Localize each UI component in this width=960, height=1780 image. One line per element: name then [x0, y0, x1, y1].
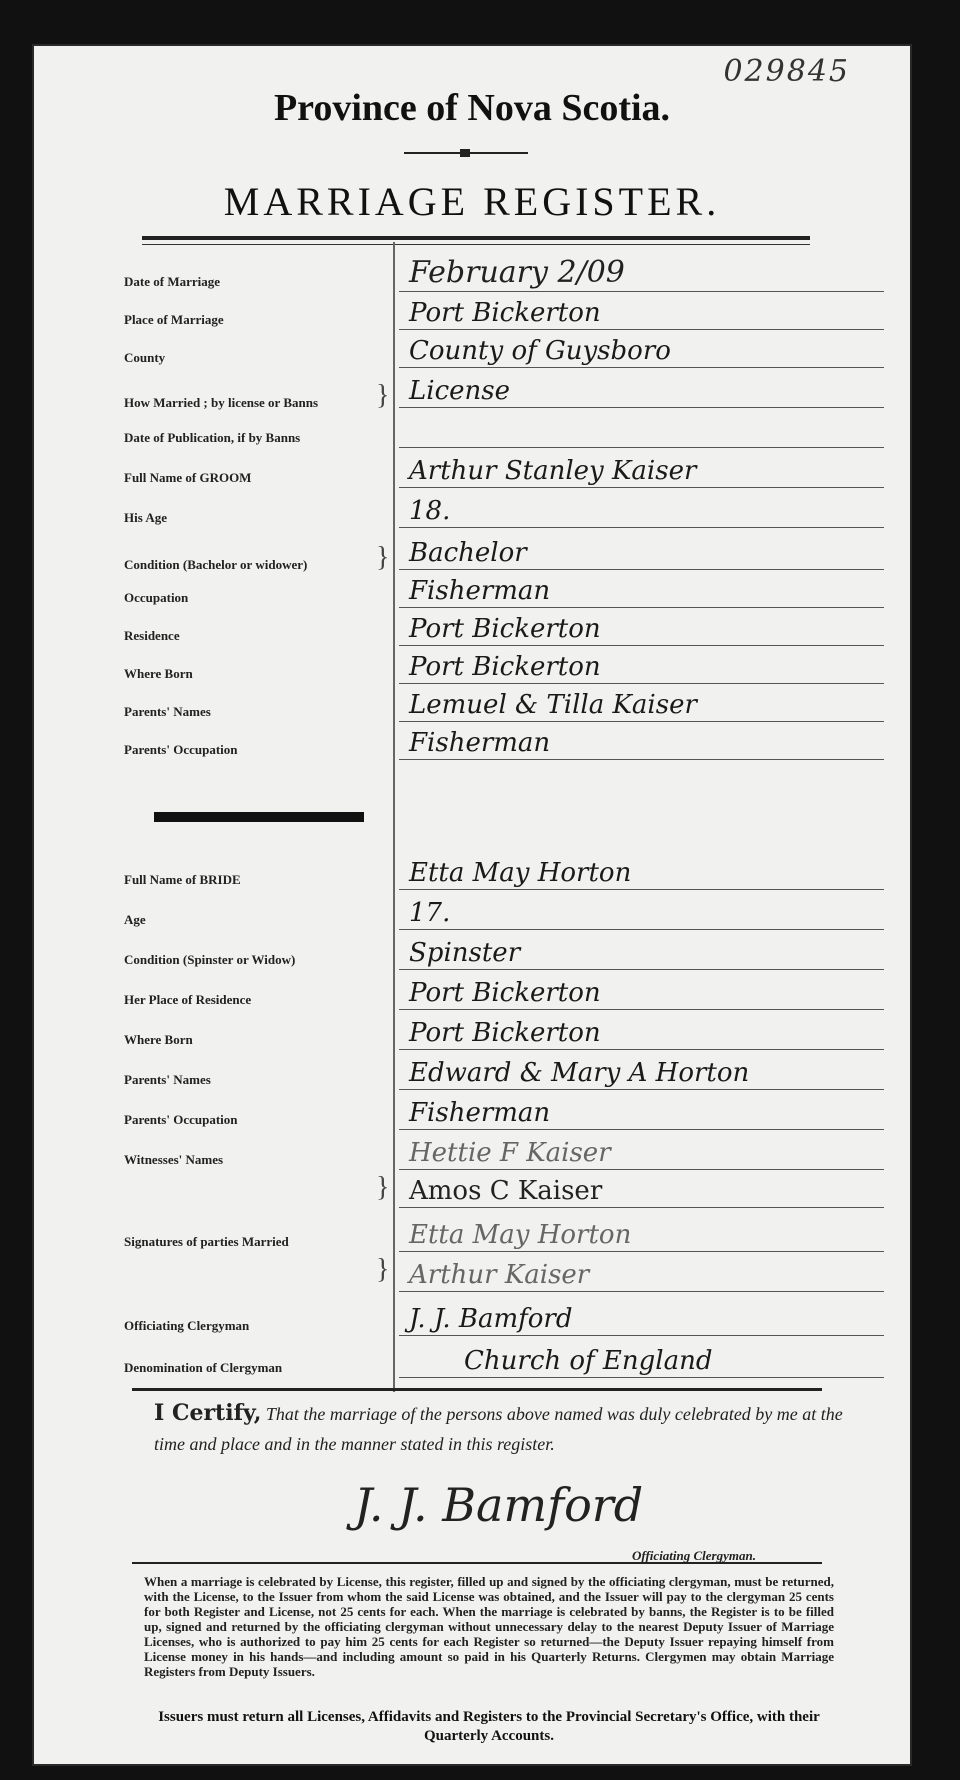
field-value: Port Bickerton	[409, 298, 601, 328]
field-line	[399, 969, 884, 970]
witness-signature: Amos C Kaiser	[409, 1176, 603, 1206]
field-line	[399, 1377, 884, 1378]
field-line	[399, 329, 884, 330]
field-groom-condition	[124, 536, 884, 574]
field-line	[399, 929, 884, 930]
field-witness-2	[124, 1174, 884, 1212]
instructions-text: When a marriage is celebrated by License, this register, filled up and signed by the officiating clergyman, must be returned, with the License, to the Issuer from whom the said License was obtained, and the Issuer will pay to the clergyman 25 cents for both Register and License, not 25 cents for each. When the marriage is celebrated by banns, the Register is to be filled up, signed and returned by the officiating clergyman without unnecessary delay to the nearest Deputy Issuer of Marriage Licenses, who is authorized to pay him 25 cents for each Register so returned—the Deputy Issuer repaying himself from License money in his hands—and including amount so paid in his Quarterly Returns. Clergymen may obtain Marriage Registers from Deputy Issuers.	[144, 1574, 834, 1679]
field-line	[399, 1169, 884, 1170]
field-line	[399, 889, 884, 890]
certify-text: That the marriage of the persons above named was duly celebrated by me at the time and place and in the manner stated in this register.	[154, 1404, 843, 1454]
field-how-married	[124, 374, 884, 412]
field-label: Denomination of Clergyman	[124, 1360, 283, 1375]
field-signature-groom	[124, 1254, 884, 1296]
field-bride-age	[124, 896, 884, 934]
field-groom-name	[124, 454, 884, 492]
field-value: Church of England	[464, 1346, 713, 1376]
field-value: Lemuel & Tilla Kaiser	[409, 690, 697, 720]
field-line	[399, 1291, 884, 1292]
field-date-of-marriage	[124, 255, 884, 296]
field-line	[399, 1207, 884, 1208]
field-line	[399, 1335, 884, 1336]
field-line	[399, 759, 884, 760]
field-label: Date of Marriage	[124, 274, 221, 289]
field-groom-parents	[124, 688, 884, 726]
field-label: His Age	[124, 510, 167, 525]
field-line	[399, 487, 884, 488]
field-label: Condition (Bachelor or widower)	[124, 557, 308, 572]
field-label: Parents' Occupation	[124, 1112, 238, 1127]
field-label: How Married ; by license or Banns	[124, 395, 319, 410]
field-line	[399, 1089, 884, 1090]
field-label: Parents' Occupation	[124, 742, 238, 757]
field-place-of-marriage	[124, 296, 884, 334]
field-line	[399, 645, 884, 646]
ornament-divider	[404, 152, 528, 154]
field-label: Date of Publication, if by Banns	[124, 430, 301, 445]
field-signature-bride	[124, 1218, 884, 1256]
title-rule	[142, 236, 810, 240]
field-value: Etta May Horton	[409, 858, 632, 888]
field-groom-occupation	[124, 574, 884, 612]
field-value: Fisherman	[409, 576, 551, 606]
field-bride-parents-occupation	[124, 1096, 884, 1134]
brace: }	[376, 1254, 390, 1285]
field-groom-residence	[124, 612, 884, 650]
field-line	[399, 607, 884, 608]
province-heading: Province of Nova Scotia.	[273, 87, 671, 129]
field-value: Port Bickerton	[409, 614, 601, 644]
issuers-notice: Issuers must return all Licenses, Affidavits and Registers to the Provincial Secretary's Office, with their Quarterly Accounts.	[158, 1709, 820, 1744]
field-label: Full Name of BRIDE	[124, 872, 241, 887]
field-value: 18.	[409, 496, 451, 526]
brace: }	[376, 1172, 390, 1203]
field-value: Arthur Stanley Kaiser	[409, 456, 697, 486]
field-label: Where Born	[124, 666, 193, 681]
field-value: License	[409, 376, 511, 406]
register-form	[34, 46, 910, 1764]
register-number: 029845	[723, 54, 850, 89]
field-value: J. J. Bamford	[409, 1304, 573, 1334]
field-value: Port Bickerton	[409, 1018, 601, 1048]
bride-signature: Etta May Horton	[409, 1220, 632, 1250]
field-line	[399, 367, 884, 368]
field-bride-condition	[124, 936, 884, 974]
certify-lead: I Certify,	[154, 1400, 262, 1426]
field-county	[124, 334, 884, 372]
field-line	[399, 569, 884, 570]
field-line	[399, 291, 884, 292]
field-line	[399, 1049, 884, 1050]
field-label: Occupation	[124, 590, 189, 605]
field-label: County	[124, 350, 166, 365]
field-label: Condition (Spinster or Widow)	[124, 952, 296, 967]
field-label: Officiating Clergyman	[124, 1318, 250, 1333]
field-bride-birthplace	[124, 1016, 884, 1054]
field-value: Spinster	[409, 938, 521, 968]
witness-signature: Hettie F Kaiser	[409, 1138, 611, 1168]
certify-rule	[132, 1388, 822, 1391]
certification-statement	[154, 1398, 854, 1459]
signature-caption: Officiating Clergyman.	[632, 1548, 756, 1563]
field-value: Bachelor	[409, 538, 527, 568]
title-rule-thin	[142, 244, 810, 245]
field-bride-parents	[124, 1056, 884, 1094]
field-value: County of Guysboro	[409, 336, 671, 366]
field-label: Where Born	[124, 1032, 193, 1047]
field-clergyman	[124, 1302, 884, 1340]
field-witness-1	[124, 1136, 884, 1174]
field-line	[399, 1251, 884, 1252]
field-groom-parents-occupation	[124, 726, 884, 764]
field-line	[399, 407, 884, 408]
form-title: MARRIAGE REGISTER.	[223, 179, 721, 224]
brace: }	[376, 380, 390, 411]
field-groom-age	[124, 494, 884, 532]
brace: }	[376, 542, 390, 573]
field-label: Age	[124, 912, 146, 927]
groom-signature: Arthur Kaiser	[409, 1260, 590, 1290]
field-label: Witnesses' Names	[124, 1152, 224, 1167]
field-value: Port Bickerton	[409, 978, 601, 1008]
field-value: Fisherman	[409, 728, 551, 758]
field-label: Her Place of Residence	[124, 992, 252, 1007]
field-label: Parents' Names	[124, 1072, 211, 1087]
field-label: Parents' Names	[124, 704, 211, 719]
field-line	[399, 527, 884, 528]
field-value: February 2/09	[409, 255, 625, 290]
field-label: Place of Marriage	[124, 312, 224, 327]
field-label: Full Name of GROOM	[124, 470, 252, 485]
field-date-of-publication	[124, 414, 884, 452]
field-line	[399, 721, 884, 722]
field-value: 17.	[409, 898, 451, 928]
field-bride-name	[124, 856, 884, 894]
field-label: Signatures of parties Married	[124, 1234, 289, 1249]
field-denomination	[124, 1344, 884, 1382]
field-label: Residence	[124, 628, 180, 643]
field-line	[399, 1009, 884, 1010]
field-value: Edward & Mary A Horton	[409, 1058, 750, 1088]
field-value: Fisherman	[409, 1098, 551, 1128]
field-groom-birthplace	[124, 650, 884, 688]
field-bride-residence	[124, 976, 884, 1014]
field-line	[399, 683, 884, 684]
field-line	[399, 1129, 884, 1130]
section-divider-bar	[154, 812, 364, 822]
clergyman-signature: J. J. Bamford	[354, 1478, 644, 1532]
field-line	[399, 447, 884, 448]
field-value: Port Bickerton	[409, 652, 601, 682]
